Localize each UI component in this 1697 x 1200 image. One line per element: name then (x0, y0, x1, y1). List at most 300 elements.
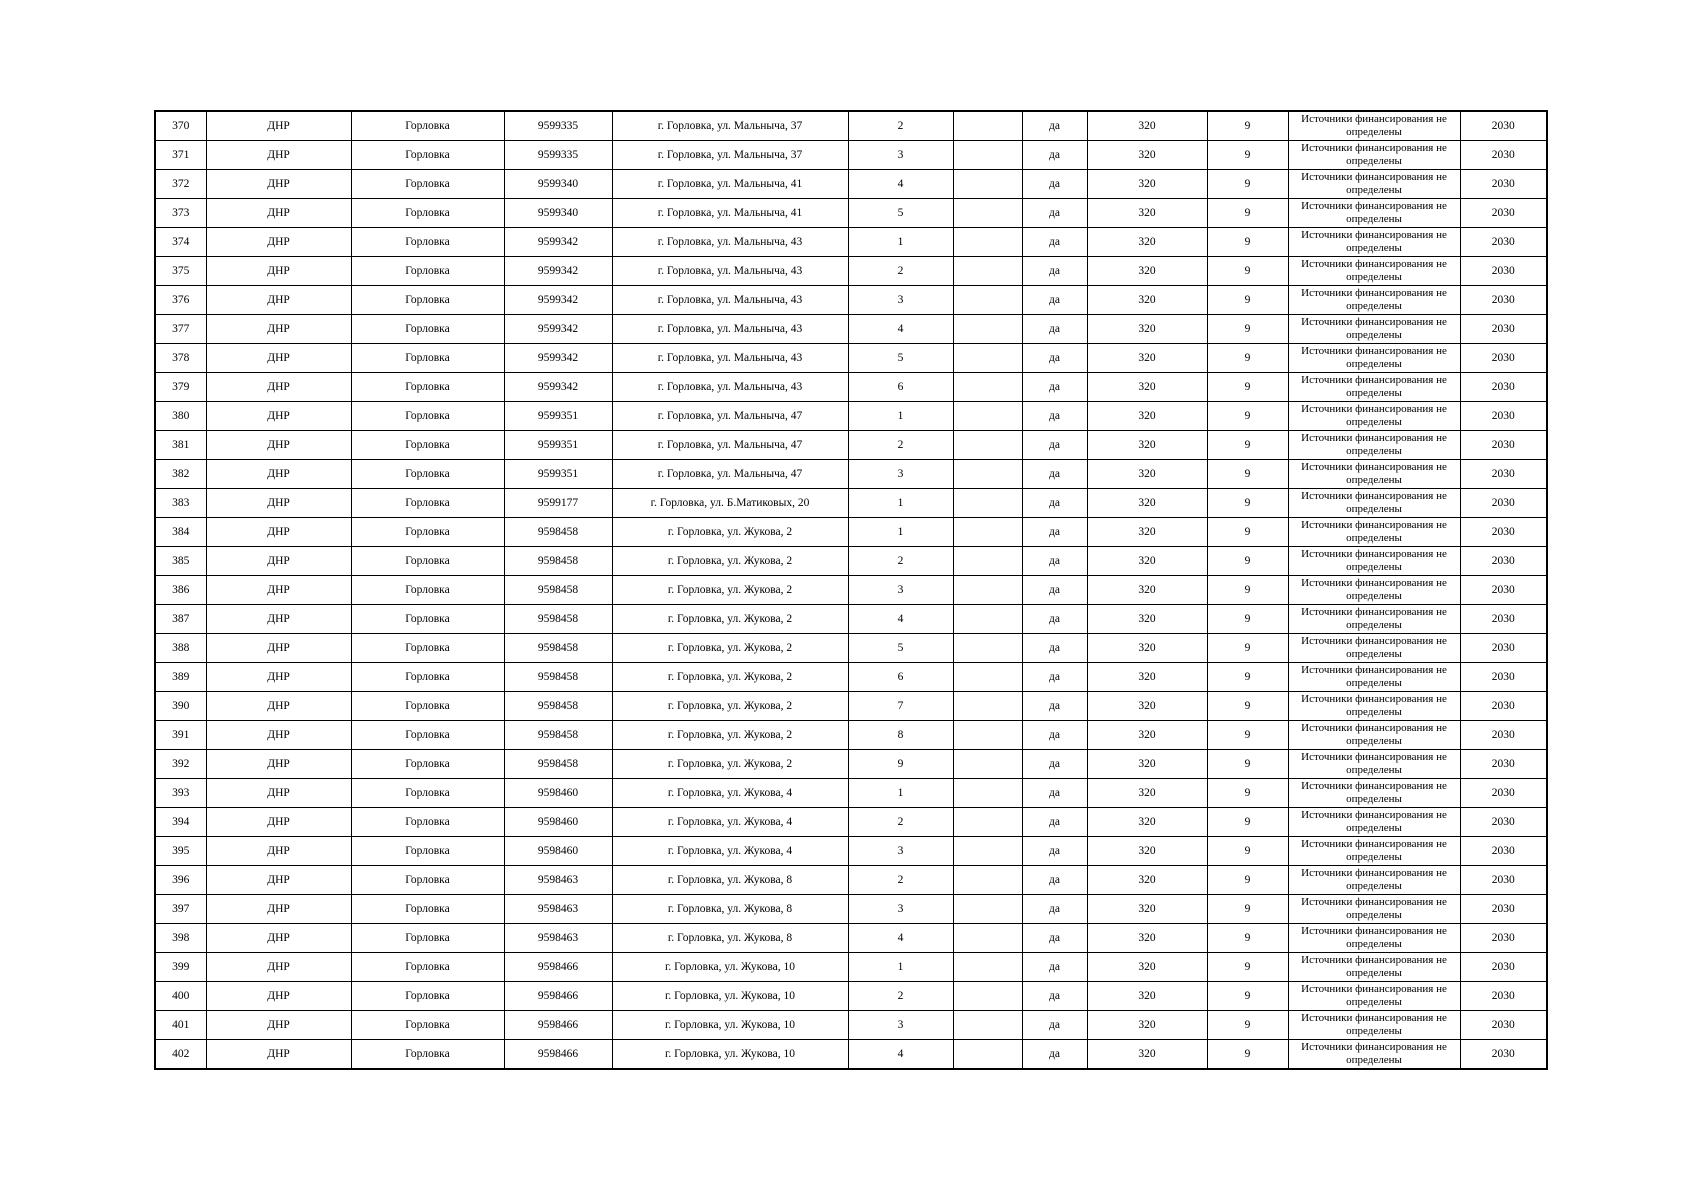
table-row (155, 605, 1547, 634)
table-row (155, 924, 1547, 953)
entrance-cell: 5 (848, 199, 953, 228)
region-cell: ДНР (206, 866, 351, 895)
funding-cell: Источники финансирования не определены (1288, 1040, 1460, 1070)
region-cell: ДНР (206, 344, 351, 373)
empty-cell (953, 373, 1022, 402)
funding-cell: Источники финансирования не определены (1288, 402, 1460, 431)
object-code-cell: 9598463 (504, 924, 612, 953)
count-cell: 9 (1207, 402, 1288, 431)
entrance-cell: 4 (848, 315, 953, 344)
value-cell: 320 (1087, 489, 1207, 518)
flag-cell: да (1022, 460, 1087, 489)
value-cell: 320 (1087, 257, 1207, 286)
entrance-cell: 1 (848, 953, 953, 982)
address-cell: г. Горловка, ул. Мальныча, 43 (612, 373, 848, 402)
row-number-cell: 375 (155, 257, 206, 286)
object-code-cell: 9598458 (504, 663, 612, 692)
empty-cell (953, 460, 1022, 489)
year-cell: 2030 (1460, 460, 1547, 489)
value-cell: 320 (1087, 895, 1207, 924)
empty-cell (953, 953, 1022, 982)
city-cell: Горловка (351, 111, 504, 141)
empty-cell (953, 402, 1022, 431)
city-cell: Горловка (351, 982, 504, 1011)
city-cell: Горловка (351, 721, 504, 750)
value-cell: 320 (1087, 286, 1207, 315)
row-number-cell: 376 (155, 286, 206, 315)
empty-cell (953, 634, 1022, 663)
funding-cell: Источники финансирования не определены (1288, 692, 1460, 721)
value-cell: 320 (1087, 111, 1207, 141)
table-row (155, 373, 1547, 402)
funding-cell: Источники финансирования не определены (1288, 663, 1460, 692)
year-cell: 2030 (1460, 315, 1547, 344)
address-cell: г. Горловка, ул. Жукова, 2 (612, 518, 848, 547)
year-cell: 2030 (1460, 111, 1547, 141)
empty-cell (953, 692, 1022, 721)
value-cell: 320 (1087, 547, 1207, 576)
year-cell: 2030 (1460, 1040, 1547, 1070)
flag-cell: да (1022, 344, 1087, 373)
object-code-cell: 9598458 (504, 721, 612, 750)
table-row (155, 460, 1547, 489)
funding-cell: Источники финансирования не определены (1288, 605, 1460, 634)
address-cell: г. Горловка, ул. Жукова, 2 (612, 547, 848, 576)
count-cell: 9 (1207, 808, 1288, 837)
flag-cell: да (1022, 199, 1087, 228)
empty-cell (953, 750, 1022, 779)
count-cell: 9 (1207, 663, 1288, 692)
flag-cell: да (1022, 895, 1087, 924)
address-cell: г. Горловка, ул. Жукова, 8 (612, 866, 848, 895)
empty-cell (953, 721, 1022, 750)
city-cell: Горловка (351, 170, 504, 199)
value-cell: 320 (1087, 721, 1207, 750)
address-cell: г. Горловка, ул. Мальныча, 43 (612, 257, 848, 286)
count-cell: 9 (1207, 837, 1288, 866)
count-cell: 9 (1207, 982, 1288, 1011)
funding-cell: Источники финансирования не определены (1288, 866, 1460, 895)
region-cell: ДНР (206, 895, 351, 924)
funding-cell: Источники финансирования не определены (1288, 170, 1460, 199)
city-cell: Горловка (351, 663, 504, 692)
city-cell: Горловка (351, 460, 504, 489)
flag-cell: да (1022, 866, 1087, 895)
year-cell: 2030 (1460, 344, 1547, 373)
city-cell: Горловка (351, 199, 504, 228)
empty-cell (953, 663, 1022, 692)
object-code-cell: 9599351 (504, 460, 612, 489)
value-cell: 320 (1087, 692, 1207, 721)
count-cell: 9 (1207, 373, 1288, 402)
row-number-cell: 383 (155, 489, 206, 518)
region-cell: ДНР (206, 373, 351, 402)
address-cell: г. Горловка, ул. Мальныча, 47 (612, 402, 848, 431)
region-cell: ДНР (206, 837, 351, 866)
year-cell: 2030 (1460, 605, 1547, 634)
table-body (155, 111, 1547, 1069)
count-cell: 9 (1207, 286, 1288, 315)
table-row (155, 141, 1547, 170)
entrance-cell: 4 (848, 924, 953, 953)
flag-cell: да (1022, 489, 1087, 518)
entrance-cell: 2 (848, 866, 953, 895)
address-cell: г. Горловка, ул. Мальныча, 37 (612, 141, 848, 170)
object-code-cell: 9598466 (504, 1040, 612, 1070)
city-cell: Горловка (351, 344, 504, 373)
table-row (155, 257, 1547, 286)
year-cell: 2030 (1460, 547, 1547, 576)
entrance-cell: 3 (848, 141, 953, 170)
table-row (155, 953, 1547, 982)
year-cell: 2030 (1460, 924, 1547, 953)
empty-cell (953, 315, 1022, 344)
flag-cell: да (1022, 1011, 1087, 1040)
flag-cell: да (1022, 924, 1087, 953)
city-cell: Горловка (351, 373, 504, 402)
region-cell: ДНР (206, 489, 351, 518)
funding-cell: Источники финансирования не определены (1288, 953, 1460, 982)
year-cell: 2030 (1460, 286, 1547, 315)
table-row (155, 779, 1547, 808)
row-number-cell: 391 (155, 721, 206, 750)
city-cell: Горловка (351, 315, 504, 344)
object-code-cell: 9598458 (504, 750, 612, 779)
region-cell: ДНР (206, 111, 351, 141)
value-cell: 320 (1087, 431, 1207, 460)
row-number-cell: 401 (155, 1011, 206, 1040)
flag-cell: да (1022, 663, 1087, 692)
year-cell: 2030 (1460, 402, 1547, 431)
funding-cell: Источники финансирования не определены (1288, 286, 1460, 315)
funding-cell: Источники финансирования не определены (1288, 982, 1460, 1011)
table-row (155, 547, 1547, 576)
row-number-cell: 395 (155, 837, 206, 866)
entrance-cell: 4 (848, 170, 953, 199)
row-number-cell: 371 (155, 141, 206, 170)
row-number-cell: 380 (155, 402, 206, 431)
object-code-cell: 9599351 (504, 431, 612, 460)
table-row (155, 982, 1547, 1011)
year-cell: 2030 (1460, 170, 1547, 199)
region-cell: ДНР (206, 634, 351, 663)
address-cell: г. Горловка, ул. Б.Матиковых, 20 (612, 489, 848, 518)
table-row (155, 489, 1547, 518)
funding-cell: Источники финансирования не определены (1288, 779, 1460, 808)
address-cell: г. Горловка, ул. Мальныча, 43 (612, 228, 848, 257)
table-row (155, 111, 1547, 141)
address-cell: г. Горловка, ул. Мальныча, 47 (612, 460, 848, 489)
region-cell: ДНР (206, 692, 351, 721)
entrance-cell: 6 (848, 663, 953, 692)
year-cell: 2030 (1460, 982, 1547, 1011)
table-row (155, 286, 1547, 315)
region-cell: ДНР (206, 286, 351, 315)
table-row (155, 721, 1547, 750)
year-cell: 2030 (1460, 663, 1547, 692)
object-code-cell: 9599335 (504, 141, 612, 170)
empty-cell (953, 257, 1022, 286)
count-cell: 9 (1207, 111, 1288, 141)
city-cell: Горловка (351, 228, 504, 257)
city-cell: Горловка (351, 402, 504, 431)
table-row (155, 634, 1547, 663)
region-cell: ДНР (206, 982, 351, 1011)
empty-cell (953, 547, 1022, 576)
count-cell: 9 (1207, 547, 1288, 576)
address-cell: г. Горловка, ул. Жукова, 2 (612, 605, 848, 634)
region-cell: ДНР (206, 1011, 351, 1040)
region-cell: ДНР (206, 547, 351, 576)
object-code-cell: 9598463 (504, 866, 612, 895)
city-cell: Горловка (351, 692, 504, 721)
count-cell: 9 (1207, 721, 1288, 750)
funding-cell: Источники финансирования не определены (1288, 141, 1460, 170)
city-cell: Горловка (351, 286, 504, 315)
row-number-cell: 398 (155, 924, 206, 953)
entrance-cell: 1 (848, 489, 953, 518)
funding-cell: Источники финансирования не определены (1288, 431, 1460, 460)
city-cell: Горловка (351, 953, 504, 982)
region-cell: ДНР (206, 605, 351, 634)
table-row (155, 228, 1547, 257)
funding-cell: Источники финансирования не определены (1288, 808, 1460, 837)
funding-cell: Источники финансирования не определены (1288, 111, 1460, 141)
funding-cell: Источники финансирования не определены (1288, 257, 1460, 286)
count-cell: 9 (1207, 576, 1288, 605)
year-cell: 2030 (1460, 199, 1547, 228)
city-cell: Горловка (351, 837, 504, 866)
row-number-cell: 373 (155, 199, 206, 228)
entrance-cell: 3 (848, 460, 953, 489)
funding-cell: Источники финансирования не определены (1288, 837, 1460, 866)
flag-cell: да (1022, 808, 1087, 837)
count-cell: 9 (1207, 315, 1288, 344)
object-code-cell: 9598463 (504, 895, 612, 924)
flag-cell: да (1022, 634, 1087, 663)
entrance-cell: 5 (848, 634, 953, 663)
count-cell: 9 (1207, 953, 1288, 982)
empty-cell (953, 141, 1022, 170)
row-number-cell: 379 (155, 373, 206, 402)
address-cell: г. Горловка, ул. Мальныча, 41 (612, 199, 848, 228)
region-cell: ДНР (206, 924, 351, 953)
row-number-cell: 372 (155, 170, 206, 199)
empty-cell (953, 199, 1022, 228)
empty-cell (953, 605, 1022, 634)
count-cell: 9 (1207, 170, 1288, 199)
flag-cell: да (1022, 953, 1087, 982)
row-number-cell: 386 (155, 576, 206, 605)
value-cell: 320 (1087, 808, 1207, 837)
value-cell: 320 (1087, 663, 1207, 692)
entrance-cell: 3 (848, 286, 953, 315)
entrance-cell: 8 (848, 721, 953, 750)
flag-cell: да (1022, 141, 1087, 170)
flag-cell: да (1022, 576, 1087, 605)
entrance-cell: 2 (848, 982, 953, 1011)
object-code-cell: 9598458 (504, 634, 612, 663)
year-cell: 2030 (1460, 489, 1547, 518)
region-cell: ДНР (206, 1040, 351, 1070)
object-code-cell: 9598458 (504, 605, 612, 634)
funding-cell: Источники финансирования не определены (1288, 199, 1460, 228)
address-cell: г. Горловка, ул. Жукова, 4 (612, 837, 848, 866)
funding-cell: Источники финансирования не определены (1288, 315, 1460, 344)
empty-cell (953, 779, 1022, 808)
year-cell: 2030 (1460, 576, 1547, 605)
funding-cell: Источники финансирования не определены (1288, 518, 1460, 547)
value-cell: 320 (1087, 141, 1207, 170)
flag-cell: да (1022, 779, 1087, 808)
region-cell: ДНР (206, 170, 351, 199)
value-cell: 320 (1087, 779, 1207, 808)
region-cell: ДНР (206, 228, 351, 257)
year-cell: 2030 (1460, 634, 1547, 663)
year-cell: 2030 (1460, 1011, 1547, 1040)
table-row (155, 402, 1547, 431)
city-cell: Горловка (351, 576, 504, 605)
count-cell: 9 (1207, 895, 1288, 924)
city-cell: Горловка (351, 808, 504, 837)
entrance-cell: 2 (848, 808, 953, 837)
entrance-cell: 7 (848, 692, 953, 721)
address-cell: г. Горловка, ул. Мальныча, 41 (612, 170, 848, 199)
table-row (155, 199, 1547, 228)
entrance-cell: 3 (848, 576, 953, 605)
address-cell: г. Горловка, ул. Жукова, 2 (612, 721, 848, 750)
table-row (155, 663, 1547, 692)
table-row (155, 808, 1547, 837)
region-cell: ДНР (206, 808, 351, 837)
region-cell: ДНР (206, 141, 351, 170)
object-code-cell: 9599342 (504, 228, 612, 257)
value-cell: 320 (1087, 750, 1207, 779)
entrance-cell: 1 (848, 518, 953, 547)
row-number-cell: 392 (155, 750, 206, 779)
table-row (155, 576, 1547, 605)
value-cell: 320 (1087, 315, 1207, 344)
empty-cell (953, 808, 1022, 837)
value-cell: 320 (1087, 518, 1207, 547)
funding-cell: Источники финансирования не определены (1288, 634, 1460, 663)
region-cell: ДНР (206, 402, 351, 431)
city-cell: Горловка (351, 489, 504, 518)
object-code-cell: 9599342 (504, 315, 612, 344)
address-cell: г. Горловка, ул. Жукова, 10 (612, 982, 848, 1011)
funding-cell: Источники финансирования не определены (1288, 895, 1460, 924)
row-number-cell: 399 (155, 953, 206, 982)
empty-cell (953, 518, 1022, 547)
city-cell: Горловка (351, 1011, 504, 1040)
count-cell: 9 (1207, 141, 1288, 170)
table-row (155, 866, 1547, 895)
count-cell: 9 (1207, 779, 1288, 808)
object-code-cell: 9599342 (504, 344, 612, 373)
funding-cell: Источники финансирования не определены (1288, 721, 1460, 750)
address-cell: г. Горловка, ул. Жукова, 2 (612, 692, 848, 721)
entrance-cell: 5 (848, 344, 953, 373)
flag-cell: да (1022, 721, 1087, 750)
region-cell: ДНР (206, 576, 351, 605)
empty-cell (953, 1011, 1022, 1040)
year-cell: 2030 (1460, 750, 1547, 779)
funding-cell: Источники финансирования не определены (1288, 576, 1460, 605)
row-number-cell: 400 (155, 982, 206, 1011)
value-cell: 320 (1087, 373, 1207, 402)
entrance-cell: 1 (848, 228, 953, 257)
address-cell: г. Горловка, ул. Жукова, 10 (612, 953, 848, 982)
flag-cell: да (1022, 228, 1087, 257)
entrance-cell: 2 (848, 111, 953, 141)
empty-cell (953, 489, 1022, 518)
object-code-cell: 9598458 (504, 692, 612, 721)
flag-cell: да (1022, 692, 1087, 721)
count-cell: 9 (1207, 692, 1288, 721)
value-cell: 320 (1087, 837, 1207, 866)
address-cell: г. Горловка, ул. Мальныча, 47 (612, 431, 848, 460)
object-code-cell: 9598458 (504, 576, 612, 605)
table-row (155, 1011, 1547, 1040)
region-cell: ДНР (206, 721, 351, 750)
region-cell: ДНР (206, 431, 351, 460)
region-cell: ДНР (206, 460, 351, 489)
value-cell: 320 (1087, 344, 1207, 373)
funding-cell: Источники финансирования не определены (1288, 750, 1460, 779)
row-number-cell: 396 (155, 866, 206, 895)
object-code-cell: 9598458 (504, 547, 612, 576)
entrance-cell: 2 (848, 431, 953, 460)
count-cell: 9 (1207, 605, 1288, 634)
table-row (155, 344, 1547, 373)
year-cell: 2030 (1460, 228, 1547, 257)
count-cell: 9 (1207, 1040, 1288, 1070)
value-cell: 320 (1087, 982, 1207, 1011)
year-cell: 2030 (1460, 257, 1547, 286)
funding-cell: Источники финансирования не определены (1288, 344, 1460, 373)
empty-cell (953, 837, 1022, 866)
funding-cell: Источники финансирования не определены (1288, 547, 1460, 576)
object-code-cell: 9599342 (504, 286, 612, 315)
entrance-cell: 4 (848, 605, 953, 634)
flag-cell: да (1022, 402, 1087, 431)
empty-cell (953, 170, 1022, 199)
funding-cell: Источники финансирования не определены (1288, 460, 1460, 489)
row-number-cell: 377 (155, 315, 206, 344)
year-cell: 2030 (1460, 895, 1547, 924)
year-cell: 2030 (1460, 837, 1547, 866)
row-number-cell: 389 (155, 663, 206, 692)
row-number-cell: 402 (155, 1040, 206, 1070)
address-cell: г. Горловка, ул. Мальныча, 43 (612, 344, 848, 373)
region-cell: ДНР (206, 750, 351, 779)
object-code-cell: 9599335 (504, 111, 612, 141)
object-code-cell: 9598460 (504, 837, 612, 866)
year-cell: 2030 (1460, 373, 1547, 402)
funding-cell: Источники финансирования не определены (1288, 1011, 1460, 1040)
count-cell: 9 (1207, 344, 1288, 373)
row-number-cell: 384 (155, 518, 206, 547)
count-cell: 9 (1207, 228, 1288, 257)
value-cell: 320 (1087, 402, 1207, 431)
count-cell: 9 (1207, 431, 1288, 460)
flag-cell: да (1022, 286, 1087, 315)
address-cell: г. Горловка, ул. Жукова, 10 (612, 1011, 848, 1040)
value-cell: 320 (1087, 199, 1207, 228)
value-cell: 320 (1087, 1040, 1207, 1070)
value-cell: 320 (1087, 170, 1207, 199)
region-cell: ДНР (206, 199, 351, 228)
